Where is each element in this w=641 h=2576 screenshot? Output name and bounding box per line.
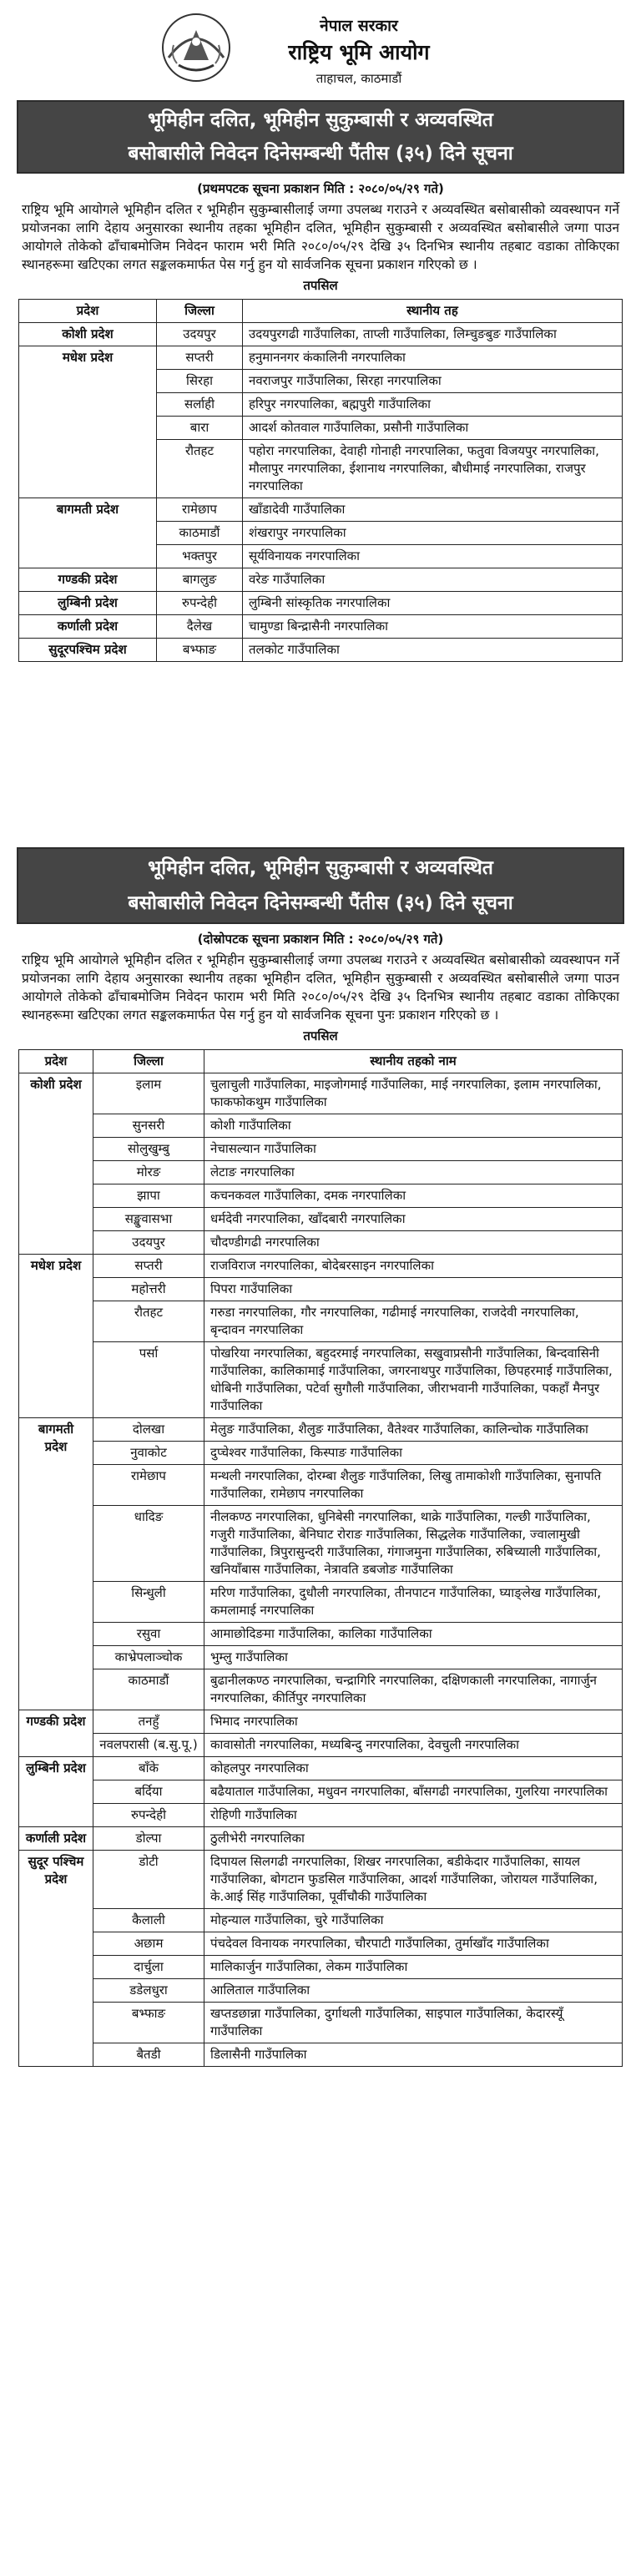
local-level-cell: चामुण्डा बिन्द्रासैनी नगरपालिका <box>243 615 623 639</box>
district-cell: भक्तपुर <box>157 545 243 568</box>
notice-title-line1: भूमिहीन दलित, भूमिहीन सुकुम्बासी र अव्यवस्थित <box>148 857 493 879</box>
table-row <box>19 1851 623 1909</box>
district-cell: नुवाकोट <box>93 1442 204 1465</box>
table-row <box>19 1465 623 1506</box>
table-row <box>19 592 623 615</box>
notice-title <box>17 100 624 174</box>
district-cell: दार्चुला <box>93 1956 204 1979</box>
table-row <box>19 1278 623 1301</box>
table-row <box>19 1827 623 1851</box>
local-level-cell: कोशी गाउँपालिका <box>204 1114 623 1138</box>
district-cell: डडेलधुरा <box>93 1979 204 2003</box>
province-cell: लुम्बिनी प्रदेश <box>19 1757 93 1827</box>
district-cell: कैलाली <box>93 1909 204 1932</box>
province-cell: सुदूरपश्चिम प्रदेश <box>19 639 157 662</box>
local-level-cell: आदर्श कोतवाल गाउँपालिका, प्रसौनी गाउँपालिका <box>243 417 623 440</box>
district-cell: इलाम <box>93 1073 204 1114</box>
table-row <box>19 1342 623 1418</box>
local-level-cell: भुम्लु गाउँपालिका <box>204 1646 623 1669</box>
local-level-cell: दुप्चेश्वर गाउँपालिका, किस्पाङ गाउँपालिका <box>204 1442 623 1465</box>
local-level-cell: हनुमाननगर कंकालिनी नगरपालिका <box>243 346 623 370</box>
district-cell: रामेछाप <box>93 1465 204 1506</box>
table-row <box>19 1780 623 1804</box>
commission-name: राष्ट्रिय भूमि आयोग <box>288 40 430 64</box>
district-cell: सिरहा <box>157 370 243 393</box>
column-header-local-level: स्थानीय तहको नाम <box>204 1050 623 1073</box>
table-row <box>19 1161 623 1184</box>
table-row <box>19 1208 623 1231</box>
table-row <box>19 615 623 639</box>
local-level-cell: आमाछोदिङमा गाउँपालिका, कालिका गाउँपालिका <box>204 1623 623 1646</box>
district-cell: सङ्खुवासभा <box>93 1208 204 1231</box>
local-level-cell: हरिपुर नगरपालिका, बह्मपुरी गाउँपालिका <box>243 393 623 417</box>
commission-address: ताहाचल, काठमाडौं <box>315 71 402 86</box>
district-cell: अछाम <box>93 1932 204 1956</box>
gov-name: नेपाल सरकार <box>320 17 398 35</box>
table-row <box>19 1909 623 1932</box>
local-level-cell: चौदण्डीगढी नगरपालिका <box>204 1231 623 1255</box>
district-cell: पर्सा <box>93 1342 204 1418</box>
district-cell: रसुवा <box>93 1623 204 1646</box>
province-cell: कर्णाली प्रदेश <box>19 1827 93 1851</box>
local-level-cell: नेचासल्यान गाउँपालिका <box>204 1138 623 1161</box>
local-level-cell: कचनकवल गाउँपालिका, दमक नगरपालिका <box>204 1184 623 1208</box>
local-level-cell: मालिकार्जुन गाउँपालिका, लेकम गाउँपालिका <box>204 1956 623 1979</box>
table-row <box>19 1231 623 1255</box>
details-table <box>18 299 623 662</box>
table-row <box>19 2043 623 2067</box>
province-cell: बागमती प्रदेश <box>19 1418 93 1710</box>
local-level-cell: उदयपुरगढी गाउँपालिका, ताप्ली गाउँपालिका, लिम्चुङबुङ गाउँपालिका <box>243 323 623 346</box>
table-row <box>19 1301 623 1342</box>
table-row <box>19 639 623 662</box>
local-level-cell: नीलकण्ठ नगरपालिका, धुनिबेसी नगरपालिका, थाक्रे गाउँपालिका, गल्छी गाउँपालिका, गजुरी गाउँपालिका, बेनिघाट रोराङ गाउँपालिका, सिद्धलेक गाउँपालिका, ज्वालामुखी गाउँपालिका, त्रिपुरासुन्दरी गाउँपालिका, गंगाजमुना गाउँपालिका, रुबिच्याली गाउँपालिका, खनियाँबास गाउँपालिका, नेत्रावति डबजोङ गाउँपालिका <box>204 1506 623 1582</box>
publication-date: (प्रथमपटक सूचना प्रकाशन मिति : २०८०/०५/२९ गते) <box>197 181 444 196</box>
district-cell: नवलपरासी (ब.सु.पू.) <box>93 1734 204 1757</box>
province-cell: कोशी प्रदेश <box>19 1073 93 1255</box>
table-row <box>19 1804 623 1827</box>
publication-date: (दोस्रोपटक सूचना प्रकाशन मिति : २०८०/०५/२९ गते) <box>197 932 444 947</box>
district-cell: बर्दिया <box>93 1780 204 1804</box>
local-level-cell: बढैयाताल गाउँपालिका, मधुवन नगरपालिका, बाँसगढी नगरपालिका, गुलरिया नगरपालिका <box>204 1780 623 1804</box>
district-cell: काठमाडौं <box>157 522 243 545</box>
local-level-cell: भिमाद नगरपालिका <box>204 1710 623 1734</box>
table-row <box>19 1506 623 1582</box>
table-title: तपसिल <box>303 1028 338 1043</box>
local-level-cell: गरुडा नगरपालिका, गौर नगरपालिका, गढीमाई नगरपालिका, राजदेवी नगरपालिका, बृन्दावन नगरपालिका <box>204 1301 623 1342</box>
table-title: तपसिल <box>303 278 338 293</box>
local-level-cell: राजविराज नगरपालिका, बोदेबरसाइन नगरपालिका <box>204 1255 623 1278</box>
table-row <box>19 568 623 592</box>
local-level-cell: सूर्यविनायक नगरपालिका <box>243 545 623 568</box>
district-cell: मोरङ <box>93 1161 204 1184</box>
local-level-cell: खप्तडछान्ना गाउँपालिका, दुर्गाथली गाउँपालिका, साइपाल गाउँपालिका, केदारस्यूँ गाउँपालिका <box>204 2003 623 2043</box>
province-cell: कर्णाली प्रदेश <box>19 615 157 639</box>
local-level-cell: पिपरा गाउँपालिका <box>204 1278 623 1301</box>
local-level-cell: धर्मदेवी नगरपालिका, खाँदबारी नगरपालिका <box>204 1208 623 1231</box>
district-cell: डोटी <box>93 1851 204 1909</box>
table-row <box>19 1623 623 1646</box>
district-cell: बाँके <box>93 1757 204 1780</box>
table-row <box>19 1669 623 1710</box>
province-cell: गण्डकी प्रदेश <box>19 568 157 592</box>
notice-title <box>17 847 624 924</box>
district-cell: महोत्तरी <box>93 1278 204 1301</box>
district-cell: बारा <box>157 417 243 440</box>
table-row <box>19 1255 623 1278</box>
local-level-cell: चुलाचुली गाउँपालिका, माइजोगमाई गाउँपालिका, माई नगरपालिका, इलाम नगरपालिका, फाकफोकथुम गाउँपालिका <box>204 1073 623 1114</box>
district-cell: रुपन्देही <box>157 592 243 615</box>
local-level-cell: बुढानीलकण्ठ नगरपालिका, चन्द्रागिरि नगरपालिका, दक्षिणकाली नगरपालिका, नागार्जुन नगरपालिका, कीर्तिपुर नगरपालिका <box>204 1669 623 1710</box>
local-level-cell: पंचदेवल विनायक नगरपालिका, चौरपाटी गाउँपालिका, तुर्माखाँद गाउँपालिका <box>204 1932 623 1956</box>
table-row <box>19 1956 623 1979</box>
column-header-province: प्रदेश <box>19 300 157 323</box>
table-row <box>19 1979 623 2003</box>
province-cell: लुम्बिनी प्रदेश <box>19 592 157 615</box>
government-header <box>0 0 641 98</box>
column-header-province: प्रदेश <box>19 1050 93 1073</box>
district-cell: झापा <box>93 1184 204 1208</box>
notice-title-line2: बसोबासीले निवेदन दिनेसम्बन्धी पैंतीस (३५) दिने सूचना <box>128 143 513 164</box>
district-cell: रौतहट <box>157 440 243 498</box>
local-level-cell: ठुलीभेरी नगरपालिका <box>204 1827 623 1851</box>
province-cell: कोशी प्रदेश <box>19 323 157 346</box>
district-cell: दैलेख <box>157 615 243 639</box>
district-cell: दोलखा <box>93 1418 204 1442</box>
notice-paragraph: राष्ट्रिय भूमि आयोगले भूमिहीन दलित र भूमिहीन सुकुम्बासीलाई जग्गा उपलब्ध गराउने र अव्यवस्थित बसोबासीको व्यवस्थापन गर्ने प्रयोजनका लागि देहाय अनुसारका स्थानीय तहका भूमिहीन दलित, भूमिहीन सुकुम्बासी र अव्यवस्थित बसोबासीले जग्गा पाउन आयोगले तोकेको ढाँचाबमोजिम निवेदन फाराम भरी मिति २०८०/०५/२९ देखि ३५ दिनभित्र स्थानीय तहबाट वडाका तोकिएका स्थानहरूमा खटिएका लगत सङ्कलकमार्फत पेस गर्नु हुन यो सार्वजनिक सूचना प्रकाशन गरिएको छ । <box>22 202 619 272</box>
district-cell: सप्तरी <box>157 346 243 370</box>
district-cell: सुनसरी <box>93 1114 204 1138</box>
local-level-cell: कावासोती नगरपालिका, मध्यबिन्दु नगरपालिका, देवचुली नगरपालिका <box>204 1734 623 1757</box>
table-row <box>19 1757 623 1780</box>
district-cell: काभ्रेपलाञ्चोक <box>93 1646 204 1669</box>
district-cell: धादिङ <box>93 1506 204 1582</box>
table-row <box>19 498 623 522</box>
local-level-cell: मेलुङ गाउँपालिका, शैलुङ गाउँपालिका, वैतेश्वर गाउँपालिका, कालिन्चोक गाउँपालिका <box>204 1418 623 1442</box>
district-cell: सिन्धुली <box>93 1582 204 1623</box>
table-row <box>19 1442 623 1465</box>
district-cell: उदयपुर <box>157 323 243 346</box>
table-row <box>19 346 623 370</box>
local-level-cell: आलिताल गाउँपालिका <box>204 1979 623 2003</box>
table-row <box>19 323 623 346</box>
notice-paragraph: राष्ट्रिय भूमि आयोगले भूमिहीन दलित र भूमिहीन सुकुम्बासीलाई जग्गा उपलब्ध गराउने र अव्यवस्थित बसोबासीको व्यवस्थापन गर्ने प्रयोजनका लागि देहाय अनुसारका स्थानीय तहका भूमिहीन दलित, भूमिहीन सुकुम्बासी र अव्यवस्थित बसोबासीले जग्गा पाउन आयोगले तोकेको ढाँचाबमोजिम निवेदन फाराम भरी मिति २०८०/०५/२९ देखि ३५ दिनभित्र स्थानीय तहबाट वडाका तोकिएका स्थानहरूमा खटिएका लगत सङ्कलकमार्फत पेस गर्नु हुन यो सार्वजनिक सूचना पुनः प्रकाशन गरिएको छ । <box>22 952 619 1023</box>
table-row <box>19 2003 623 2043</box>
table-row <box>19 1184 623 1208</box>
table-row <box>19 1710 623 1734</box>
table-row <box>19 1734 623 1757</box>
district-cell: बभ्फाङ <box>157 639 243 662</box>
local-level-cell: पोखरिया नगरपालिका, बहुदरमाई नगरपालिका, सखुवाप्रसौनी गाउँपालिका, बिन्दवासिनी गाउँपालिका, कालिकामाई गाउँपालिका, जगरनाथपुर गाउँपालिका, छिपहरमाई गाउँपालिका, धोबिनी गाउँपालिका, पटेर्वा सुगौली गाउँपालिका, जीराभवानी गाउँपालिका, पकहाँ मैनपुर गाउँपालिका <box>204 1342 623 1418</box>
table-row <box>19 1138 623 1161</box>
table-row <box>19 1114 623 1138</box>
district-cell: रामेछाप <box>157 498 243 522</box>
nepal-emblem-icon <box>160 12 232 83</box>
local-level-cell: कोहलपुर नगरपालिका <box>204 1757 623 1780</box>
table-row <box>19 1582 623 1623</box>
district-cell: तनहुँ <box>93 1710 204 1734</box>
column-header-local-level: स्थानीय तह <box>243 300 623 323</box>
district-cell: बैतडी <box>93 2043 204 2067</box>
local-level-cell: नवराजपुर गाउँपालिका, सिरहा नगरपालिका <box>243 370 623 393</box>
column-header-district: जिल्ला <box>157 300 243 323</box>
local-level-cell: मोहन्याल गाउँपालिका, चुरे गाउँपालिका <box>204 1909 623 1932</box>
province-cell: गण्डकी प्रदेश <box>19 1710 93 1757</box>
district-cell: सर्लाही <box>157 393 243 417</box>
local-level-cell: खाँडादेवी गाउँपालिका <box>243 498 623 522</box>
table-row <box>19 1932 623 1956</box>
district-cell: सोलुखुम्बु <box>93 1138 204 1161</box>
district-cell: रौतहट <box>93 1301 204 1342</box>
district-cell: बभ्फाङ <box>93 2003 204 2043</box>
local-level-cell: पहोरा नगरपालिका, देवाही गोनाही नगरपालिका, फतुवा विजयपुर नगरपालिका, मौलापुर नगरपालिका, ईशानाथ नगरपालिका, बौधीमाई नगरपालिका, राजपुर नगरपालिका <box>243 440 623 498</box>
local-level-cell: मरिण गाउँपालिका, दुधौली नगरपालिका, तीनपाटन गाउँपालिका, घ्याङ्लेख गाउँपालिका, कमलामाई नगरपालिका <box>204 1582 623 1623</box>
district-cell: रुपन्देही <box>93 1804 204 1827</box>
local-level-cell: डिलासैनी गाउँपालिका <box>204 2043 623 2067</box>
province-cell: मधेश प्रदेश <box>19 1255 93 1418</box>
notice-title-line2: बसोबासीले निवेदन दिनेसम्बन्धी पैंतीस (३५) दिने सूचना <box>128 892 513 914</box>
local-level-cell: वरेङ गाउँपालिका <box>243 568 623 592</box>
local-level-cell: लेटाङ नगरपालिका <box>204 1161 623 1184</box>
notice-first <box>0 100 641 662</box>
table-row <box>19 1418 623 1442</box>
notice-second <box>0 847 641 2067</box>
details-table <box>18 1049 623 2067</box>
local-level-cell: दिपायल सिलगढी नगरपालिका, शिखर नगरपालिका, बडीकेदार गाउँपालिका, सायल गाउँपालिका, बोगटान फुडसिल गाउँपालिका, आदर्श गाउँपालिका, जोरायल गाउँपालिका, के.आई सिंह गाउँपालिका, पूर्वीचौकी गाउँपालिका <box>204 1851 623 1909</box>
notice-title-line1: भूमिहीन दलित, भूमिहीन सुकुम्बासी र अव्यवस्थित <box>148 109 493 131</box>
district-cell: उदयपुर <box>93 1231 204 1255</box>
district-cell: काठमाडौं <box>93 1669 204 1710</box>
table-row <box>19 1646 623 1669</box>
province-cell: मधेश प्रदेश <box>19 346 157 498</box>
district-cell: बागलुङ <box>157 568 243 592</box>
local-level-cell: लुम्बिनी सांस्कृतिक नगरपालिका <box>243 592 623 615</box>
column-header-district: जिल्ला <box>93 1050 204 1073</box>
table-row <box>19 1073 623 1114</box>
district-cell: डोल्पा <box>93 1827 204 1851</box>
province-cell: बागमती प्रदेश <box>19 498 157 568</box>
local-level-cell: रोहिणी गाउँपालिका <box>204 1804 623 1827</box>
province-cell: सुदूर पश्चिम प्रदेश <box>19 1851 93 2067</box>
local-level-cell: शंखरापुर नगरपालिका <box>243 522 623 545</box>
local-level-cell: मन्थली नगरपालिका, दोरम्बा शैलुङ गाउँपालिका, लिखु तामाकोशी गाउँपालिका, सुनापति गाउँपालिका, रामेछाप नगरपालिका <box>204 1465 623 1506</box>
local-level-cell: तलकोट गाउँपालिका <box>243 639 623 662</box>
district-cell: सप्तरी <box>93 1255 204 1278</box>
